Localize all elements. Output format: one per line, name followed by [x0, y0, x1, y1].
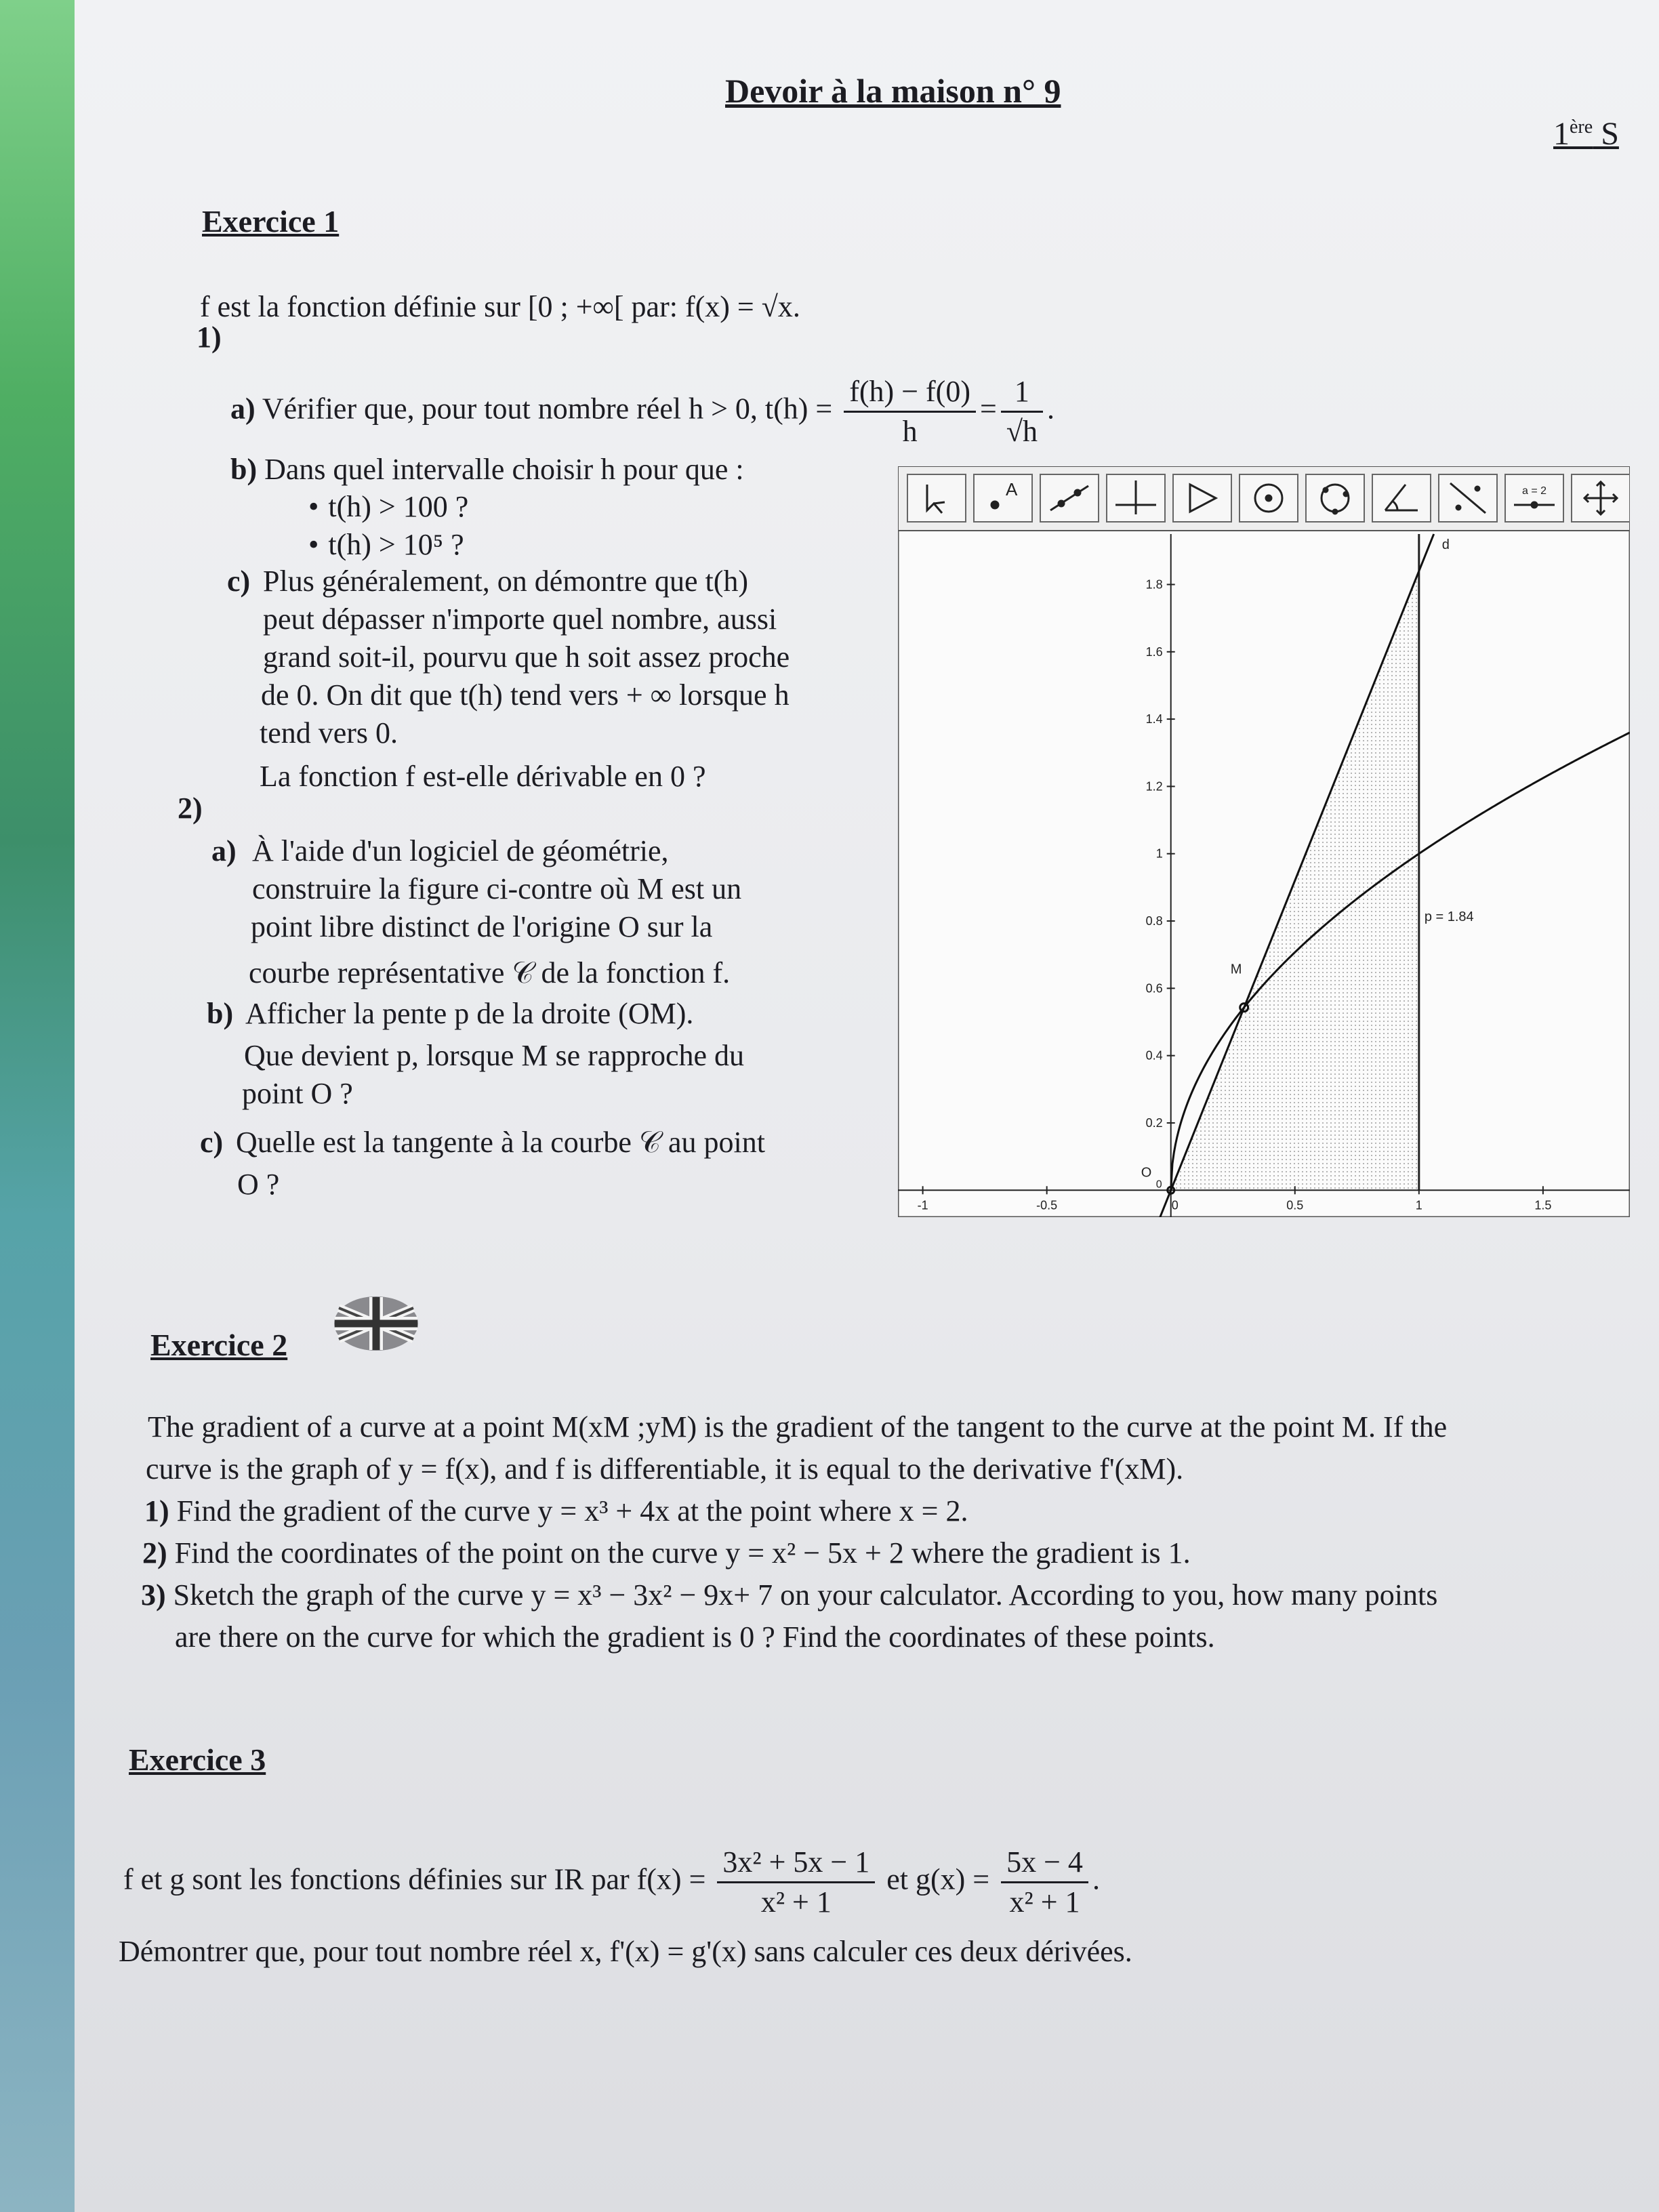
- fraction-inverse-sqrt: $\frac{1}{√h}$: [1001, 373, 1043, 451]
- exercise-1-heading: Exercice 1: [202, 204, 340, 239]
- y-tick-label: 0.4: [1145, 1048, 1163, 1063]
- exercise-2-q1: 1) Find the gradient of the curve y = x³ + 4x at the point where x = 2.: [144, 1494, 968, 1528]
- y-tick-label: 1.4: [1145, 712, 1163, 726]
- question-2a-line-4: courbe représentative 𝒞 de la fonction f.: [249, 956, 731, 989]
- y-tick-label: 0.8: [1145, 914, 1163, 928]
- toolbar-button-circle[interactable]: [1240, 474, 1298, 522]
- exercise-3-line-1: f et g sont les fonctions définies sur IR par f(x) = $\frac{\text{3x² + 5x − 1}}{\text{x² + 1}}$ et g(x) = $\frac{5x - 4}{\text{x² + 1}}$ .: [123, 1843, 1100, 1921]
- page-title: Devoir à la maison n° 9: [725, 72, 1061, 110]
- y-tick-label: 0.2: [1145, 1115, 1163, 1130]
- toolbar-button-reflect[interactable]: [1439, 474, 1497, 522]
- question-1c-line-5: tend vers 0.: [260, 716, 398, 750]
- x-tick-label: 0.5: [1286, 1198, 1304, 1212]
- exercise-2-q3-continued: are there on the curve for which the gradient is 0 ? Find the coordinates of these points.: [175, 1620, 1215, 1654]
- uk-flag-icon: [333, 1294, 419, 1353]
- y-tick-label: 1.6: [1145, 644, 1163, 659]
- exercise-3-heading: Exercice 3: [129, 1742, 266, 1777]
- question-1b: b) Dans quel intervalle choisir h pour que :: [230, 453, 744, 486]
- bullet-1: • t(h) > 100 ?: [308, 488, 468, 526]
- geometry-figure-svg: [898, 466, 1630, 1217]
- origin-label: 0: [1155, 1179, 1162, 1191]
- toolbar-button-polygon[interactable]: [1173, 474, 1231, 522]
- background-edge: [0, 0, 75, 2212]
- y-tick-label: 1.2: [1145, 779, 1163, 794]
- question-1a: a) Vérifier que, pour tout nombre réel h > 0, t(h) = $\frac{f(h) - f(0)}{h}$ = $\frac{1}{√h}$ .: [230, 373, 1054, 451]
- x-tick-label: -1: [917, 1198, 928, 1212]
- slider-label: a = 2: [1521, 485, 1547, 497]
- exercise-2-heading: Exercice 2: [150, 1328, 288, 1362]
- question-1c-label: c): [227, 565, 251, 598]
- slope-label: p = 1.84: [1424, 909, 1474, 925]
- point-M-label: M: [1230, 962, 1242, 977]
- class-label: 1ère S: [1553, 116, 1619, 152]
- part-1-number: 1): [197, 321, 222, 354]
- y-tick-label: 1: [1155, 846, 1163, 861]
- point-O-label: O: [1141, 1165, 1152, 1181]
- exercise-2-line-1: The gradient of a curve at a point M(xM ;yM) is the gradient of the tangent to the curve at the point M. If the: [148, 1410, 1448, 1443]
- toolbar-button-move-arrow[interactable]: [907, 474, 966, 522]
- toolbar-button-line[interactable]: [1040, 474, 1099, 522]
- toolbar-button-angle[interactable]: [1372, 474, 1431, 522]
- question-2a-line-1: À l'aide d'un logiciel de géométrie,: [252, 834, 669, 867]
- part-2-number: 2): [178, 792, 203, 825]
- exercise-3-line-2: Démontrer que, pour tout nombre réel x, f'(x) = g'(x) sans calculer ces deux dérivées.: [119, 1935, 1132, 1968]
- question-1c-line-3: grand soit-il, pourvu que h soit assez proche: [263, 640, 790, 674]
- question-2c-line-2: O ?: [237, 1168, 280, 1201]
- question-2b-line-2: Que devient p, lorsque M se rapproche du: [244, 1039, 745, 1072]
- question-2b-line-1: Afficher la pente p de la droite (OM).: [245, 997, 694, 1030]
- toolbar-button-point[interactable]: [974, 474, 1032, 522]
- toolbar-button-slider[interactable]: [1505, 474, 1563, 522]
- x-tick-label: 1.5: [1534, 1198, 1552, 1212]
- toolbar-button-perpendicular[interactable]: [1107, 474, 1165, 522]
- exercise-1-intro: f est la fonction définie sur [0 ; +∞[ par: f(x) = √x.: [200, 290, 800, 323]
- x-tick-label: 0: [1171, 1198, 1179, 1212]
- question-1c-question: La fonction f est-elle dérivable en 0 ?: [260, 760, 706, 793]
- question-2b-line-3: point O ?: [242, 1077, 353, 1110]
- fraction-difference-quotient: $\frac{f(h) - f(0)}{h}$: [844, 373, 976, 451]
- y-tick-label: 1.8: [1145, 577, 1163, 592]
- question-2b-label: b): [207, 997, 234, 1030]
- question-1c-line-1: Plus généralement, on démontre que t(h): [263, 565, 749, 598]
- x-tick-label: 1: [1415, 1198, 1422, 1212]
- exercise-2-q3: 3) Sketch the graph of the curve y = x³ − 3x² − 9x+ 7 on your calculator. According to you, how many points: [141, 1578, 1438, 1612]
- question-2c-label: c): [200, 1126, 224, 1159]
- fraction-f: $\frac{\text{3x² + 5x − 1}}{\text{x² + 1}}$: [717, 1843, 875, 1921]
- svg-text:A: A: [1006, 479, 1018, 499]
- y-tick-label: 0.6: [1145, 981, 1163, 996]
- question-2a-line-3: point libre distinct de l'origine O sur la: [251, 910, 713, 943]
- question-2a-line-2: construire la figure ci-contre où M est un: [252, 872, 742, 905]
- exercise-2-line-2: curve is the graph of y = f(x), and f is differentiable, it is equal to the derivative f'(xM).: [146, 1452, 1184, 1486]
- toolbar-button-circle-three-points[interactable]: [1306, 474, 1364, 522]
- bullet-2: • t(h) > 10⁵ ?: [308, 526, 464, 564]
- toolbar-button-move-view[interactable]: [1572, 474, 1630, 522]
- question-1c-line-2: peut dépasser n'importe quel nombre, aussi: [263, 602, 777, 636]
- exercise-2-q2: 2) Find the coordinates of the point on the curve y = x² − 5x + 2 where the gradient is 1.: [142, 1536, 1191, 1570]
- line-d-label: d: [1441, 537, 1450, 552]
- question-2c-line-1: Quelle est la tangente à la courbe 𝒞 au point: [236, 1126, 765, 1159]
- fraction-g: $\frac{5x - 4}{\text{x² + 1}}$: [1001, 1843, 1088, 1921]
- x-tick-label: -0.5: [1036, 1198, 1058, 1212]
- geometry-figure: [898, 466, 1630, 1217]
- question-1c-line-4: de 0. On dit que t(h) tend vers + ∞ lorsque h: [261, 678, 790, 712]
- question-2a-label: a): [211, 834, 237, 867]
